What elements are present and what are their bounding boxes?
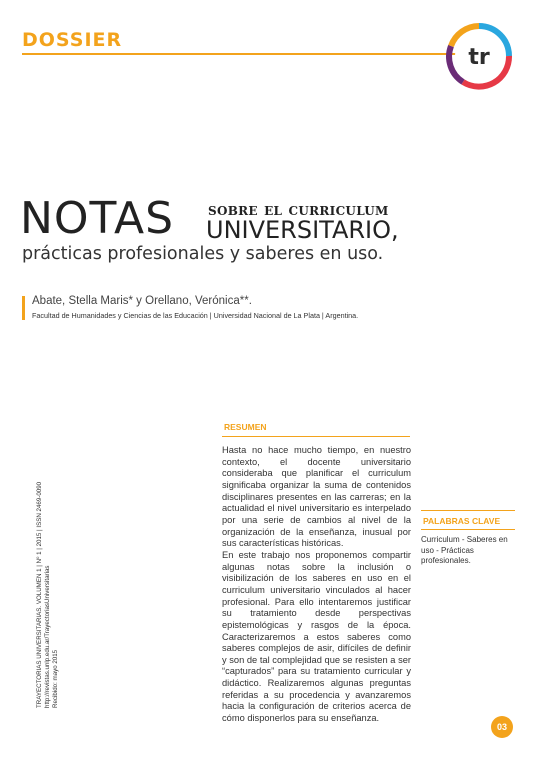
title-main-word: NOTAS [20,193,175,244]
author-names: Abate, Stella Maris* y Orellano, Verónica**. [32,295,252,307]
keywords-heading: PALABRAS CLAVE [423,516,501,526]
journal-url[interactable]: http://revistas.unlp.edu.ar/TrayectoriasUniversitarias [44,565,51,708]
page-number-badge: 03 [491,716,513,738]
keywords-text: Curriculum - Saberes en uso - Prácticas profesionales. [421,535,508,565]
author-affiliation: Facultad de Humanidades y Ciencias de las Educación | Universidad Nacional de La Plata | Argentina. [32,311,359,320]
logo-text: tr [468,45,490,70]
abstract-heading: RESUMEN [224,422,267,432]
header-divider [22,53,460,55]
received-date: Recibido: mayo 2015 [52,649,59,708]
journal-side-info [36,478,60,708]
title-subtitle: prácticas profesionales y saberes en uso. [22,244,384,264]
section-label: DOSSIER [22,29,123,51]
abstract-paragraph: En este trabajo nos proponemos compartir algunas notas sobre la inclusión o visibilización de los saberes en uso en el curriculum universitario vinculados al hacer profesional. Para ello intentaremos justificar su tratamiento desde perspectivas epistemológicas y rasgos de la época. Caracterizaremos a estos saberes como saberes complejos de asir, difíciles de definir y son de tal complejidad que se resisten a ser “capturados” para su tratamiento curricular y didáctico. Realizaremos algunas preguntas referidas a su procedencia y avanzaremos hacia la configuración de criterios acerca de cómo disponerlos para su enseñanza. [222,549,411,724]
abstract-paragraph: Hasta no hace mucho tiempo, en nuestro contexto, el docente universitario consideraba que planificar el curriculum significaba organizar la suma de contenidos disciplinares presentes en las carreras; en la actualidad el nivel universitario es interpelado por una serie de cambios al nivel de la organización de la enseñanza, inusual por sus características históricas. [222,445,411,549]
title-line-2: UNIVERSITARIO, [206,216,399,244]
journal-logo [443,20,515,92]
keywords-divider-top [421,510,515,511]
keywords-divider-bottom [421,529,515,530]
title-line-1: sobre el curriculum [208,200,389,220]
abstract-divider [222,436,410,437]
abstract-body [222,445,411,725]
journal-citation: TRAYECTORIAS UNIVERSITARIAS. VOLUMEN 1 | Nº 1 | 2015 | ISSN 2469-0090 [36,481,43,708]
author-accent-bar [22,296,25,320]
